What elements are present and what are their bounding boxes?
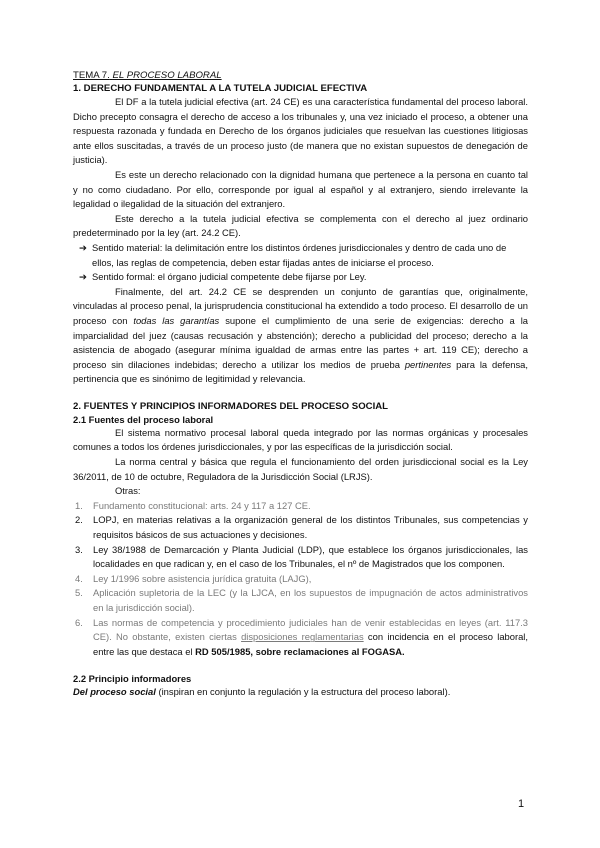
paragraph-4: Finalmente, del art. 24.2 CE se desprenden un conjunto de garantías que, originalmente, vinculadas al proceso penal, la jurisprudencia constitucional ha extendido a todo proceso. El desarrollo de un proceso con todas las garantías supone el cumplimiento de una serie de exigencias: derecho a la imparcialidad del juez (causas recusación y abstención); derecho a publicidad del proceso; derecho a la asistencia de abogado (asegurar mínima igualdad de armas entre las partes + art. 119 CE); derecho a proceso sin dilaciones indebidas; derecho a utilizar los medios de prueba pertinentes para la defensa, pertinencia que es sinónimo de legitimidad y relevancia.: [73, 285, 529, 385]
title-italic: EL PROCESO LABORAL: [112, 70, 222, 81]
list-item: 1. Fundamento constitucional: arts. 24 y 117 a 127 CE.: [75, 499, 311, 511]
list-item: 6. Las normas de competencia y procedimiento judiciales han de venir establecidas en leyes (art. 117.3 CE). No obstante, existen ciertas disposiciones reglamentarias con incidencia en el proceso laboral, entre las que destaca el RD 505/1985, sobre reclamaciones al FOGASA.: [75, 616, 528, 657]
sources-list: [73, 499, 528, 660]
paragraph-1: El DF a la tutela judicial efectiva (art. 24 CE) es una característica fundamental del proceso laboral. Dicho precepto consagra el derecho de acceso a los tribunales y, una vez iniciado el proceso, a obtener una respuesta razonada y fundada en Derecho de los órganos judiciales que resuelvan las cuestiones litigiosas ante ellos suscitadas, a través de un proceso justo (de manera que no existan supuestos de denegación de justicia).: [73, 96, 528, 166]
paragraph-5: El sistema normativo procesal laboral queda integrado por las normas orgánicas y procesales comunes a todos los órdenes jurisdiccionales, y por las específicas de la jurisdicción social.: [73, 426, 528, 453]
document-page: [73, 70, 528, 700]
section-2-2-heading: 2.2 Principio informadores: [73, 673, 192, 685]
section-2-1-heading: 2.1 Fuentes del proceso laboral: [73, 413, 214, 425]
list-item: ➔ Sentido material: la delimitación entre los distintos órdenes jurisdiccionales y dentro de cada uno de ellos, las reglas de competencia, deben estar fijadas antes de iniciarse el proceso.: [79, 241, 507, 268]
list-item: 5. Aplicación supletoria de la LEC (y la LJCA, en los supuestos de impugnación de actos administrativos en la jurisdicción social).: [75, 587, 528, 613]
paragraph-3: Este derecho a la tutela judicial efectiva se complementa con el derecho al juez ordinario predeterminado por la ley (art. 24.2 CE).: [73, 212, 528, 239]
page-number: 1: [518, 798, 525, 810]
list-item: 4. Ley 1/1996 sobre asistencia jurídica gratuita (LAJG),: [75, 572, 312, 584]
paragraph-2: Es este un derecho relacionado con la dignidad humana que pertenece a la persona en cuanto tal y no como ciudadano. Por ello, corresponde por igual al español y al extranjero, siendo irrelevante la legalidad o ilegalidad de la situación del extranjero.: [73, 168, 528, 210]
section-1-heading: 1. DERECHO FUNDAMENTAL A LA TUTELA JUDICIAL EFECTIVA: [73, 83, 368, 94]
arrow-icon: ➔: [79, 271, 87, 283]
paragraph-7: Del proceso social (inspiran en conjunto la regulación y la estructura del proceso laboral).: [73, 686, 451, 698]
arrow-list: [73, 241, 528, 285]
section-2-heading: 2. FUENTES Y PRINCIPIOS INFORMADORES DEL PROCESO SOCIAL: [73, 400, 389, 412]
list-item: 3. Ley 38/1988 de Demarcación y Planta Judicial (LDP), que establece los órganos jurisdiccionales, las localidades en que radican y, en el caso de los Tribunales, el nº de Magistrados que los componen.: [75, 543, 528, 570]
otras-label: Otras:: [115, 485, 141, 497]
title-prefix: TEMA 7.: [73, 70, 110, 81]
list-item: 2. LOPJ, en materias relativas a la organización general de los distintos Tribunales, sus competencias y requisitos básicos de sus actuaciones y decisiones.: [75, 514, 528, 541]
arrow-icon: ➔: [79, 241, 87, 253]
document-title: [73, 70, 528, 82]
paragraph-6: La norma central y básica que regula el funcionamiento del orden jurisdiccional social es la Ley 36/2011, de 10 de octubre, Reguladora de la Jurisdicción Social (LRJS).: [73, 456, 528, 482]
list-item: ➔ Sentido formal: el órgano judicial competente debe fijarse por Ley.: [73, 270, 528, 285]
reglamentarias-link: disposiciones reglamentarias: [241, 631, 364, 643]
